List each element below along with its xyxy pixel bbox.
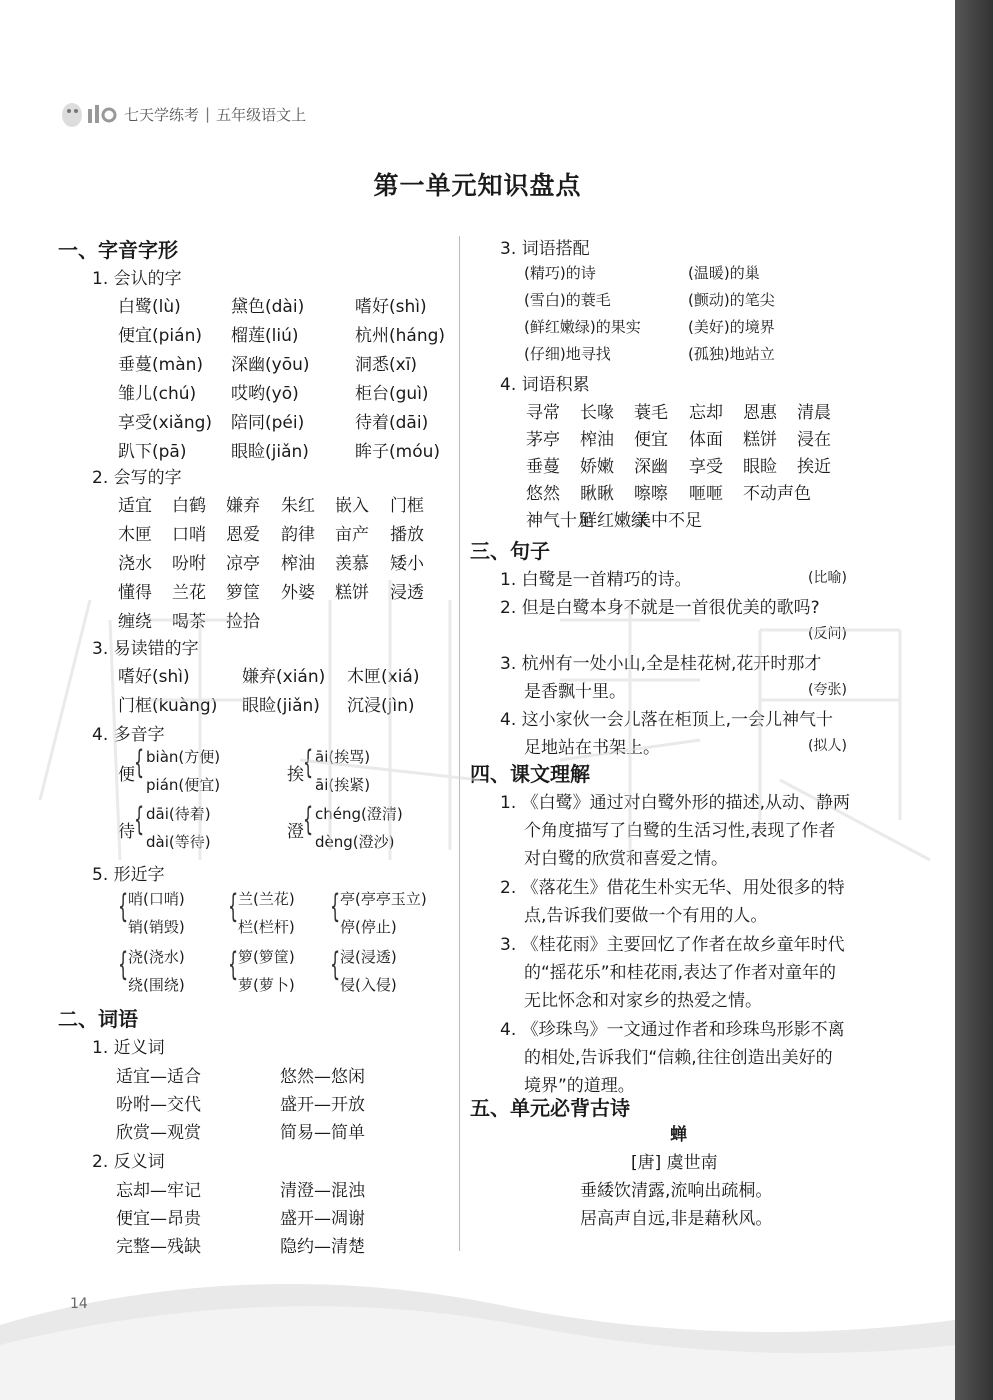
synonym-pair: 悠然—悠闲 bbox=[280, 1067, 365, 1087]
synonym-pair: 欣赏—观赏 bbox=[116, 1123, 201, 1143]
poem-title: 蝉 bbox=[670, 1125, 687, 1145]
word-with-pinyin: 趴下(pā) bbox=[118, 442, 187, 462]
brace: { bbox=[330, 887, 341, 925]
rhetoric-note: (拟人) bbox=[808, 738, 847, 754]
vocab-word: 垂蔓 bbox=[526, 457, 560, 477]
section-heading: 二、词语 bbox=[58, 1007, 138, 1031]
comprehension-line: 个角度描写了白鹭的生活习性,表现了作者 bbox=[524, 821, 836, 841]
word-with-pinyin: 黛色(dài) bbox=[231, 297, 305, 317]
vocab-word: 神气十足 bbox=[526, 511, 594, 531]
antonym-pair: 清澄—混浊 bbox=[280, 1181, 365, 1201]
polyphone-reading: āi(挨紧) bbox=[315, 776, 371, 794]
vocab-word: 蓑毛 bbox=[634, 403, 668, 423]
comprehension-line: 无比怀念和对家乡的热爱之情。 bbox=[524, 991, 762, 1011]
writing-word: 羡慕 bbox=[335, 554, 369, 574]
vocab-word: 不动声色 bbox=[743, 484, 811, 504]
subsection-heading: 2. 反义词 bbox=[92, 1152, 165, 1172]
word-with-pinyin: 门框(kuàng) bbox=[118, 696, 218, 716]
writing-word: 矮小 bbox=[390, 554, 424, 574]
collocation: (颤动)的笔尖 bbox=[688, 291, 775, 309]
word-with-pinyin: 榴莲(liú) bbox=[231, 326, 299, 346]
vocab-word: 浸在 bbox=[797, 430, 831, 450]
comprehension-line: 点,告诉我们要做一个有用的人。 bbox=[524, 906, 768, 926]
vocab-word: 美中不足 bbox=[634, 511, 702, 531]
page-header bbox=[58, 96, 306, 132]
vocab-word: 忘却 bbox=[689, 403, 723, 423]
synonym-pair: 简易—简单 bbox=[280, 1123, 365, 1143]
poem-author: [唐] 虞世南 bbox=[631, 1153, 718, 1173]
word-with-pinyin: 眼睑(jiǎn) bbox=[231, 442, 309, 462]
polyphone-reading: pián(便宜) bbox=[146, 776, 221, 794]
book-name: 七天学练考 bbox=[124, 105, 200, 124]
writing-word: 捡拾 bbox=[226, 612, 260, 632]
subsection-heading: 1. 会认的字 bbox=[92, 269, 182, 289]
comprehension-line: 2. 《落花生》借花生朴实无华、用处很多的特 bbox=[500, 878, 845, 898]
rhetoric-note: (反问) bbox=[808, 626, 847, 642]
subsection-heading: 4. 词语积累 bbox=[500, 375, 590, 395]
brace: { bbox=[228, 887, 239, 925]
vocab-word: 嚓嚓 bbox=[634, 484, 668, 504]
similar-char: 箩(箩筐) bbox=[238, 948, 295, 966]
writing-word: 播放 bbox=[390, 525, 424, 545]
collocation: (雪白)的蓑毛 bbox=[524, 291, 611, 309]
vocab-word: 娇嫩 bbox=[580, 457, 614, 477]
antonym-pair: 盛开—凋谢 bbox=[280, 1209, 365, 1229]
vocab-word: 茅亭 bbox=[526, 430, 560, 450]
writing-word: 门框 bbox=[390, 496, 424, 516]
word-with-pinyin: 待着(dāi) bbox=[355, 413, 429, 433]
writing-word: 糕饼 bbox=[335, 583, 369, 603]
similar-char: 停(停止) bbox=[340, 918, 397, 936]
comprehension-line: 境界”的道理。 bbox=[524, 1076, 635, 1096]
word-with-pinyin: 木匣(xiá) bbox=[347, 667, 420, 687]
writing-word: 榨油 bbox=[281, 554, 315, 574]
column-divider bbox=[459, 236, 460, 1251]
vocab-word: 鲜红嫩绿 bbox=[580, 511, 648, 531]
vocab-word: 长喙 bbox=[580, 403, 614, 423]
comprehension-line: 对白鹭的欣赏和喜爱之情。 bbox=[524, 849, 728, 869]
writing-word: 恩爱 bbox=[226, 525, 260, 545]
vocab-word: 咂咂 bbox=[689, 484, 723, 504]
vocab-word: 悠然 bbox=[526, 484, 560, 504]
comprehension-line: 的“摇花乐”和桂花雨,表达了作者对童年的 bbox=[524, 963, 837, 983]
word-with-pinyin: 深幽(yōu) bbox=[231, 355, 310, 375]
collocation: (美好)的境界 bbox=[688, 318, 775, 336]
word-with-pinyin: 便宜(pián) bbox=[118, 326, 202, 346]
writing-word: 喝茶 bbox=[172, 612, 206, 632]
polyphone-reading: biàn(方便) bbox=[146, 748, 221, 766]
vocab-word: 便宜 bbox=[634, 430, 668, 450]
writing-word: 浸透 bbox=[390, 583, 424, 603]
synonym-pair: 盛开—开放 bbox=[280, 1095, 365, 1115]
similar-char: 销(销毁) bbox=[128, 918, 185, 936]
page-title: 第一单元知识盘点 bbox=[373, 171, 582, 200]
poem-line: 垂緌饮清露,流响出疏桐。 bbox=[580, 1181, 773, 1201]
brace: { bbox=[303, 743, 314, 781]
similar-char: 绕(围绕) bbox=[128, 976, 185, 994]
word-with-pinyin: 沉浸(jìn) bbox=[347, 696, 415, 716]
word-with-pinyin: 白鹭(lù) bbox=[118, 297, 181, 317]
writing-word: 白鹤 bbox=[172, 496, 206, 516]
word-with-pinyin: 嫌弃(xián) bbox=[242, 667, 326, 687]
writing-word: 韵律 bbox=[281, 525, 315, 545]
comprehension-line: 4. 《珍珠鸟》一文通过作者和珍珠鸟形影不离 bbox=[500, 1020, 845, 1040]
writing-word: 朱红 bbox=[281, 496, 315, 516]
similar-char: 兰(兰花) bbox=[238, 890, 295, 908]
subsection-heading: 2. 会写的字 bbox=[92, 468, 182, 488]
vocab-word: 恩惠 bbox=[743, 403, 777, 423]
writing-word: 浇水 bbox=[118, 554, 152, 574]
writing-word: 凉亭 bbox=[226, 554, 260, 574]
similar-char: 侵(入侵) bbox=[340, 976, 397, 994]
antonym-pair: 隐约—清楚 bbox=[280, 1237, 365, 1257]
collocation: (鲜红嫩绿)的果实 bbox=[524, 318, 641, 336]
word-with-pinyin: 雏儿(chú) bbox=[118, 384, 197, 404]
comprehension-line: 的相处,告诉我们“信赖,往往创造出美好的 bbox=[524, 1048, 833, 1068]
subsection-heading: 3. 词语搭配 bbox=[500, 239, 590, 259]
brace: { bbox=[134, 800, 145, 838]
vocab-word: 瞅瞅 bbox=[580, 484, 614, 504]
collocation: (仔细)地寻找 bbox=[524, 345, 611, 363]
synonym-pair: 适宜—适合 bbox=[116, 1067, 201, 1087]
word-with-pinyin: 嗜好(shì) bbox=[118, 667, 190, 687]
vocab-word: 糕饼 bbox=[743, 430, 777, 450]
header-separator: | bbox=[205, 105, 211, 123]
writing-word: 箩筐 bbox=[226, 583, 260, 603]
writing-word: 吩咐 bbox=[172, 554, 206, 574]
word-with-pinyin: 柜台(guì) bbox=[355, 384, 429, 404]
writing-word: 懂得 bbox=[118, 583, 152, 603]
writing-word: 适宜 bbox=[118, 496, 152, 516]
subsection-heading: 4. 多音字 bbox=[92, 725, 165, 745]
section-heading: 五、单元必背古诗 bbox=[470, 1096, 630, 1120]
sentence-line: 4. 这小家伙一会儿落在柜顶上,一会儿神气十 bbox=[500, 710, 834, 730]
writing-word: 缠绕 bbox=[118, 612, 152, 632]
page-number: 14 bbox=[70, 1296, 88, 1312]
writing-word: 嫌弃 bbox=[226, 496, 260, 516]
brace: { bbox=[330, 945, 341, 983]
antonym-pair: 便宜—昂贵 bbox=[116, 1209, 201, 1229]
brace: { bbox=[118, 887, 129, 925]
antonym-pair: 完整—残缺 bbox=[116, 1237, 201, 1257]
vocab-word: 清晨 bbox=[797, 403, 831, 423]
word-with-pinyin: 眼睑(jiǎn) bbox=[242, 696, 320, 716]
writing-word: 兰花 bbox=[172, 583, 206, 603]
writing-word: 亩产 bbox=[335, 525, 369, 545]
collocation: (孤独)地站立 bbox=[688, 345, 775, 363]
polyphone-reading: dài(等待) bbox=[146, 833, 211, 851]
word-with-pinyin: 哎哟(yō) bbox=[231, 384, 299, 404]
vocab-word: 眼睑 bbox=[743, 457, 777, 477]
polyphone-char: 挨 bbox=[287, 765, 304, 785]
sentence-line: 2. 但是白鹭本身不就是一首很优美的歌吗? bbox=[500, 598, 820, 618]
word-with-pinyin: 陪同(péi) bbox=[231, 413, 305, 433]
polyphone-reading: dèng(澄沙) bbox=[315, 833, 395, 851]
rhetoric-note: (夸张) bbox=[808, 682, 847, 698]
brace: { bbox=[228, 945, 239, 983]
word-with-pinyin: 杭州(háng) bbox=[355, 326, 446, 346]
page-edge bbox=[955, 0, 993, 1400]
similar-char: 哨(口哨) bbox=[128, 890, 185, 908]
sentence-line: 是香飘十里。 bbox=[524, 682, 626, 702]
similar-char: 浸(浸透) bbox=[340, 948, 397, 966]
subject-name: 五年级语文上 bbox=[216, 105, 307, 124]
section-heading: 四、课文理解 bbox=[470, 762, 590, 786]
brace: { bbox=[134, 743, 145, 781]
polyphone-reading: chéng(澄清) bbox=[315, 805, 403, 823]
brace: { bbox=[303, 800, 314, 838]
vocab-word: 榨油 bbox=[580, 430, 614, 450]
writing-word: 嵌入 bbox=[335, 496, 369, 516]
section-heading: 三、句子 bbox=[470, 539, 550, 563]
word-with-pinyin: 洞悉(xī) bbox=[355, 355, 418, 375]
collocation: (精巧)的诗 bbox=[524, 264, 596, 282]
synonym-pair: 吩咐—交代 bbox=[116, 1095, 201, 1115]
writing-word: 木匣 bbox=[118, 525, 152, 545]
subsection-heading: 1. 近义词 bbox=[92, 1038, 165, 1058]
vocab-word: 寻常 bbox=[526, 403, 560, 423]
similar-char: 亭(亭亭玉立) bbox=[340, 890, 427, 908]
collocation: (温暖)的巢 bbox=[688, 264, 760, 282]
subsection-heading: 3. 易读错的字 bbox=[92, 639, 199, 659]
antonym-pair: 忘却—牢记 bbox=[116, 1181, 201, 1201]
similar-char: 萝(萝卜) bbox=[238, 976, 295, 994]
polyphone-reading: dāi(待着) bbox=[146, 805, 211, 823]
polyphone-char: 待 bbox=[118, 822, 135, 842]
word-with-pinyin: 嗜好(shì) bbox=[355, 297, 427, 317]
polyphone-char: 澄 bbox=[287, 822, 304, 842]
vocab-word: 体面 bbox=[689, 430, 723, 450]
word-with-pinyin: 垂蔓(màn) bbox=[118, 355, 204, 375]
comprehension-line: 3. 《桂花雨》主要回忆了作者在故乡童年时代 bbox=[500, 935, 845, 955]
sentence-line: 1. 白鹭是一首精巧的诗。 bbox=[500, 570, 692, 590]
subsection-heading: 5. 形近字 bbox=[92, 865, 165, 885]
bottom-wave-decoration bbox=[0, 1270, 955, 1400]
similar-char: 浇(浇水) bbox=[128, 948, 185, 966]
poem-line: 居高声自远,非是藉秋风。 bbox=[580, 1209, 773, 1229]
word-with-pinyin: 享受(xiǎng) bbox=[118, 413, 213, 433]
polyphone-reading: āi(挨骂) bbox=[315, 748, 371, 766]
section-heading: 一、字音字形 bbox=[58, 238, 178, 262]
polyphone-char: 便 bbox=[118, 765, 135, 785]
word-with-pinyin: 眸子(móu) bbox=[355, 442, 440, 462]
rhetoric-note: (比喻) bbox=[808, 570, 847, 586]
similar-char: 栏(栏杆) bbox=[238, 918, 295, 936]
sentence-line: 3. 杭州有一处小山,全是桂花树,花开时那才 bbox=[500, 654, 822, 674]
writing-word: 口哨 bbox=[172, 525, 206, 545]
vocab-word: 挨近 bbox=[797, 457, 831, 477]
writing-word: 外婆 bbox=[281, 583, 315, 603]
vocab-word: 享受 bbox=[689, 457, 723, 477]
brace: { bbox=[118, 945, 129, 983]
sentence-line: 足地站在书架上。 bbox=[524, 738, 660, 758]
mascot-logo-icon bbox=[58, 97, 120, 131]
vocab-word: 深幽 bbox=[634, 457, 668, 477]
comprehension-line: 1. 《白鹭》通过对白鹭外形的描述,从动、静两 bbox=[500, 793, 851, 813]
